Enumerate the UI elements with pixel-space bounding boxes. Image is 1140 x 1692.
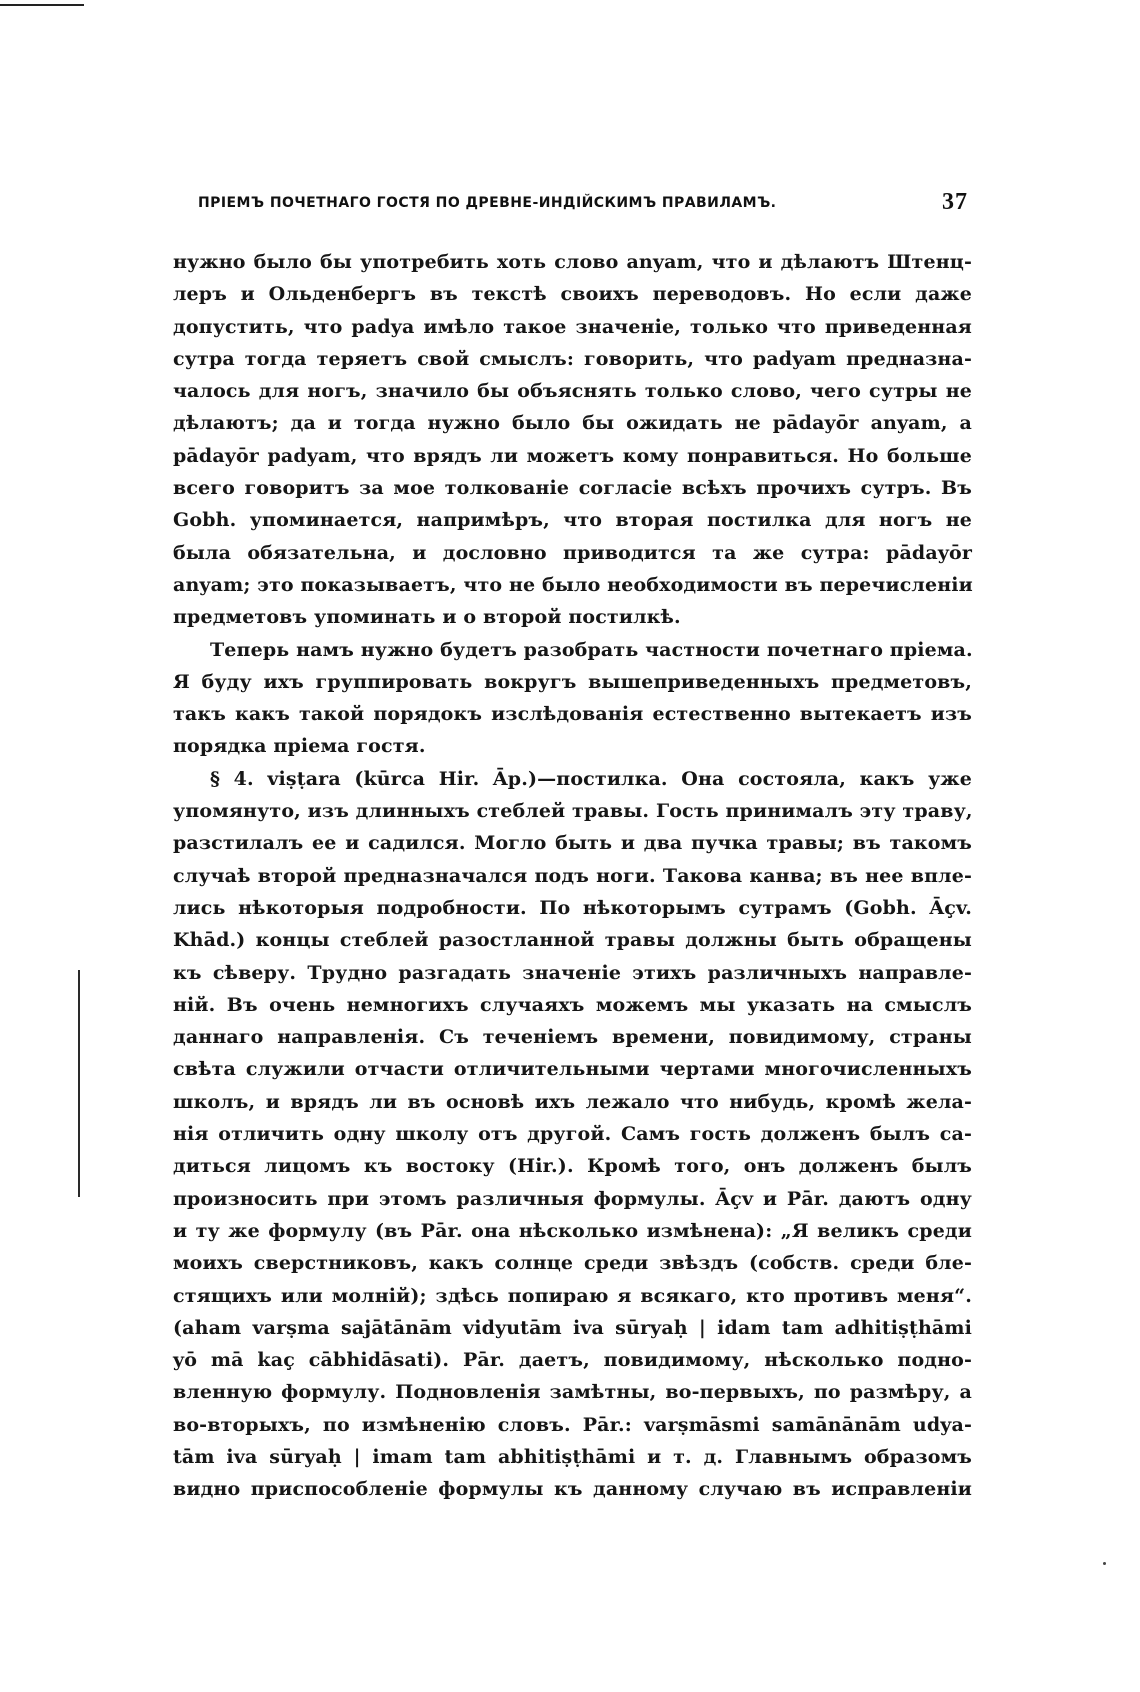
text-line: anyam; это показываетъ, что не было необходимости въ перечисленіи xyxy=(173,573,973,596)
margin-mark xyxy=(78,970,80,1197)
running-head xyxy=(198,191,968,219)
text-line: § 4. viṣṭara (kūrca Hir. Āp.)—постилка. Она состояла, какъ уже xyxy=(210,767,972,790)
text-line: нія отличить одну школу отъ другой. Самъ гость долженъ былъ са- xyxy=(173,1123,972,1146)
text-line: во-вторыхъ, по измѣненію словъ. Pār.: varṣmāsmi samānānām udya- xyxy=(173,1413,972,1436)
text-line: tām iva sūryaḥ | imam tam abhitiṣṭhāmi и т. д. Главнымъ образомъ xyxy=(173,1445,972,1468)
text-line: такъ какъ такой порядокъ изслѣдованія естественно вытекаетъ изъ xyxy=(173,703,972,726)
text-line: случаѣ второй предназначался подъ ноги. Такова канва; въ нее впле- xyxy=(173,864,972,887)
text-line: всего говоритъ за мое толкованіе согласіе всѣхъ прочихъ сутръ. Въ xyxy=(173,477,972,500)
scan-edge-rule xyxy=(0,4,84,6)
page-number: 37 xyxy=(942,189,968,215)
text-line: видно приспособленіе формулы къ данному случаю въ исправленіи xyxy=(173,1478,972,1501)
text-line: предметовъ упоминать и о второй постилкѣ. xyxy=(173,606,681,629)
text-line: pādayōr padyam, что врядъ ли можетъ кому понравиться. Но больше xyxy=(173,444,972,467)
text-line: диться лицомъ къ востоку (Hir.). Кромѣ того, онъ долженъ былъ xyxy=(173,1155,972,1178)
text-line: порядка пріема гостя. xyxy=(173,735,426,758)
text-line: лись нѣкоторыя подробности. По нѣкоторымъ сутрамъ (Gobh. Āçv. xyxy=(173,896,972,919)
text-line: допустить, что padya имѣло такое значеніе, только что приведенная xyxy=(173,315,972,338)
text-line: Я буду ихъ группировать вокругъ вышеприведенныхъ предметовъ, xyxy=(173,670,972,693)
text-line: даннаго направленія. Съ теченіемъ времени, повидимому, страны xyxy=(173,1026,972,1049)
text-line: разстилалъ ее и садился. Могло быть и два пучка травы; въ такомъ xyxy=(173,832,972,855)
text-line: вленную формулу. Подновленія замѣтны, во-первыхъ, по размѣру, а xyxy=(173,1381,972,1404)
text-line: нужно было бы употребить хоть слово anyam, что и дѣлаютъ Штенц- xyxy=(173,251,972,273)
text-line: моихъ сверстниковъ, какъ солнце среди звѣздъ (собств. среди бле- xyxy=(173,1252,972,1275)
text-line: (aham varṣma sajātānām vidyutām iva sūryaḥ | idam tam adhitiṣṭhāmi xyxy=(173,1316,972,1339)
text-line: стящихъ или молній); здѣсь попираю я всякаго, кто противъ меня“. xyxy=(173,1284,972,1307)
text-line: произносить при этомъ различныя формулы. Āçv и Pār. даютъ одну xyxy=(173,1187,972,1210)
text-line: дѣлаютъ; да и тогда нужно было бы ожидать не pādayōr anyam, a xyxy=(173,412,972,435)
text-line: была обязательна, и дословно приводится та же сутра: pādayōr xyxy=(173,541,972,564)
text-line: чалось для ногъ, значило бы объяснять только слово, чего сутры не xyxy=(173,380,972,403)
text-line: упомянуто, изъ длинныхъ стеблей травы. Гость принималъ эту траву, xyxy=(173,800,973,823)
text-line: Теперь намъ нужно будетъ разобрать частности почетнаго пріема. xyxy=(210,638,973,661)
text-line: Gobh. упоминается, напримѣръ, что вторая постилка для ногъ не xyxy=(173,509,972,532)
scan-speck xyxy=(1103,1562,1106,1565)
running-head-title: ПРІЕМЪ ПОЧЕТНАГО ГОСТЯ ПО ДРЕВНЕ-ИНДІЙСКИМЪ ПРАВИЛАМЪ. xyxy=(198,195,777,211)
text-line: къ сѣверу. Трудно разгадать значеніе этихъ различныхъ направле- xyxy=(173,961,972,984)
text-line: Khād.) концы стеблей разостланной травы должны быть обращены xyxy=(173,929,972,952)
text-line: сутра тогда теряетъ свой смыслъ: говорить, что padyam предназна- xyxy=(173,347,972,370)
text-line: школъ, и врядъ ли въ основѣ ихъ лежало что нибудь, кромѣ жела- xyxy=(173,1090,972,1113)
text-line: yō mā kaç cābhidāsati). Pār. даетъ, повидимому, нѣсколько подно- xyxy=(173,1349,972,1372)
text-line: и ту же формулу (въ Pār. она нѣсколько измѣнена): „Я великъ среди xyxy=(173,1219,972,1242)
body-text xyxy=(173,246,972,1536)
text-line: леръ и Ольденбергъ въ текстѣ своихъ переводовъ. Но если даже xyxy=(173,283,972,306)
text-line: свѣта служили отчасти отличительными чертами многочисленныхъ xyxy=(173,1058,972,1081)
text-line: ній. Въ очень немногихъ случаяхъ можемъ мы указать на смыслъ xyxy=(173,993,972,1016)
